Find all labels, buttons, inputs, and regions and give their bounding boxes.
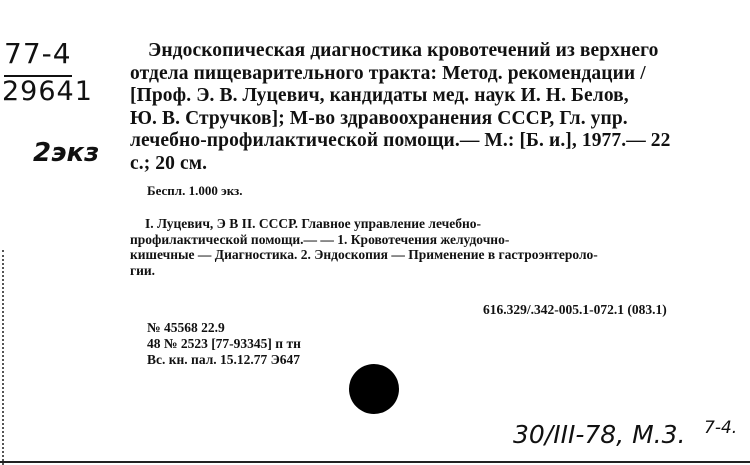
handwritten-shelf-code: 77-4 — [4, 37, 72, 70]
tracing-line: кишечные — Диагностика. 2. Эндоскопия — Применение в гастроэнтероло- — [130, 247, 598, 262]
description-line — [130, 40, 726, 63]
registration-line: № 45568 22.9 — [147, 320, 225, 335]
card-bottom-edge — [0, 461, 750, 463]
registration-line: Вс. кн. пал. 15.12.77 Э647 — [147, 352, 301, 367]
description-line: отдела пищеварительного тракта: Метод. рекомендации / — [130, 62, 646, 84]
description-line: [Проф. Э. В. Луцевич, кандидаты мед. наук И. Н. Белов, — [130, 85, 629, 106]
tracing-line: профилактической помощи.— — 1. Кровотечения желудочно- — [130, 231, 510, 247]
description-line: с.; 20 см. — [130, 152, 208, 174]
tracing-line: I. Луцевич, Э В II. СССР. Главное управление лечебно- — [145, 216, 481, 231]
handwritten-copies-note: 2экз — [33, 138, 100, 168]
tracing-line: гии. — [130, 262, 156, 278]
description-line: лечебно-профилактической помощи.— М.: [Б. и.], 1977.— 22 — [130, 130, 671, 151]
title-rest: диагностика кровотечений из верхнего — [305, 40, 659, 61]
print-run-note: Беспл. 1.000 экз. — [147, 183, 243, 198]
title-lead-word: Эндоскопическая — [148, 40, 306, 61]
card-left-edge — [2, 250, 4, 465]
bibliographic-description — [130, 40, 726, 175]
tracing-block — [130, 216, 726, 278]
description-line: Ю. В. Стручков]; М-во здравоохранения СССР, Гл. упр. — [130, 107, 628, 129]
udc-classification: 616.329/.342-005.1-072.1 (083.1) — [483, 302, 667, 317]
handwritten-date-note: 30/III-78, M.3. — [513, 420, 686, 449]
handwritten-corner-code: 7-4. — [704, 418, 738, 438]
registration-block — [147, 320, 301, 368]
registration-line: 48 № 2523 [77-93345] п тн — [147, 336, 301, 351]
handwritten-inventory-number: 29641 — [2, 76, 93, 107]
card-punch-hole — [349, 364, 399, 414]
